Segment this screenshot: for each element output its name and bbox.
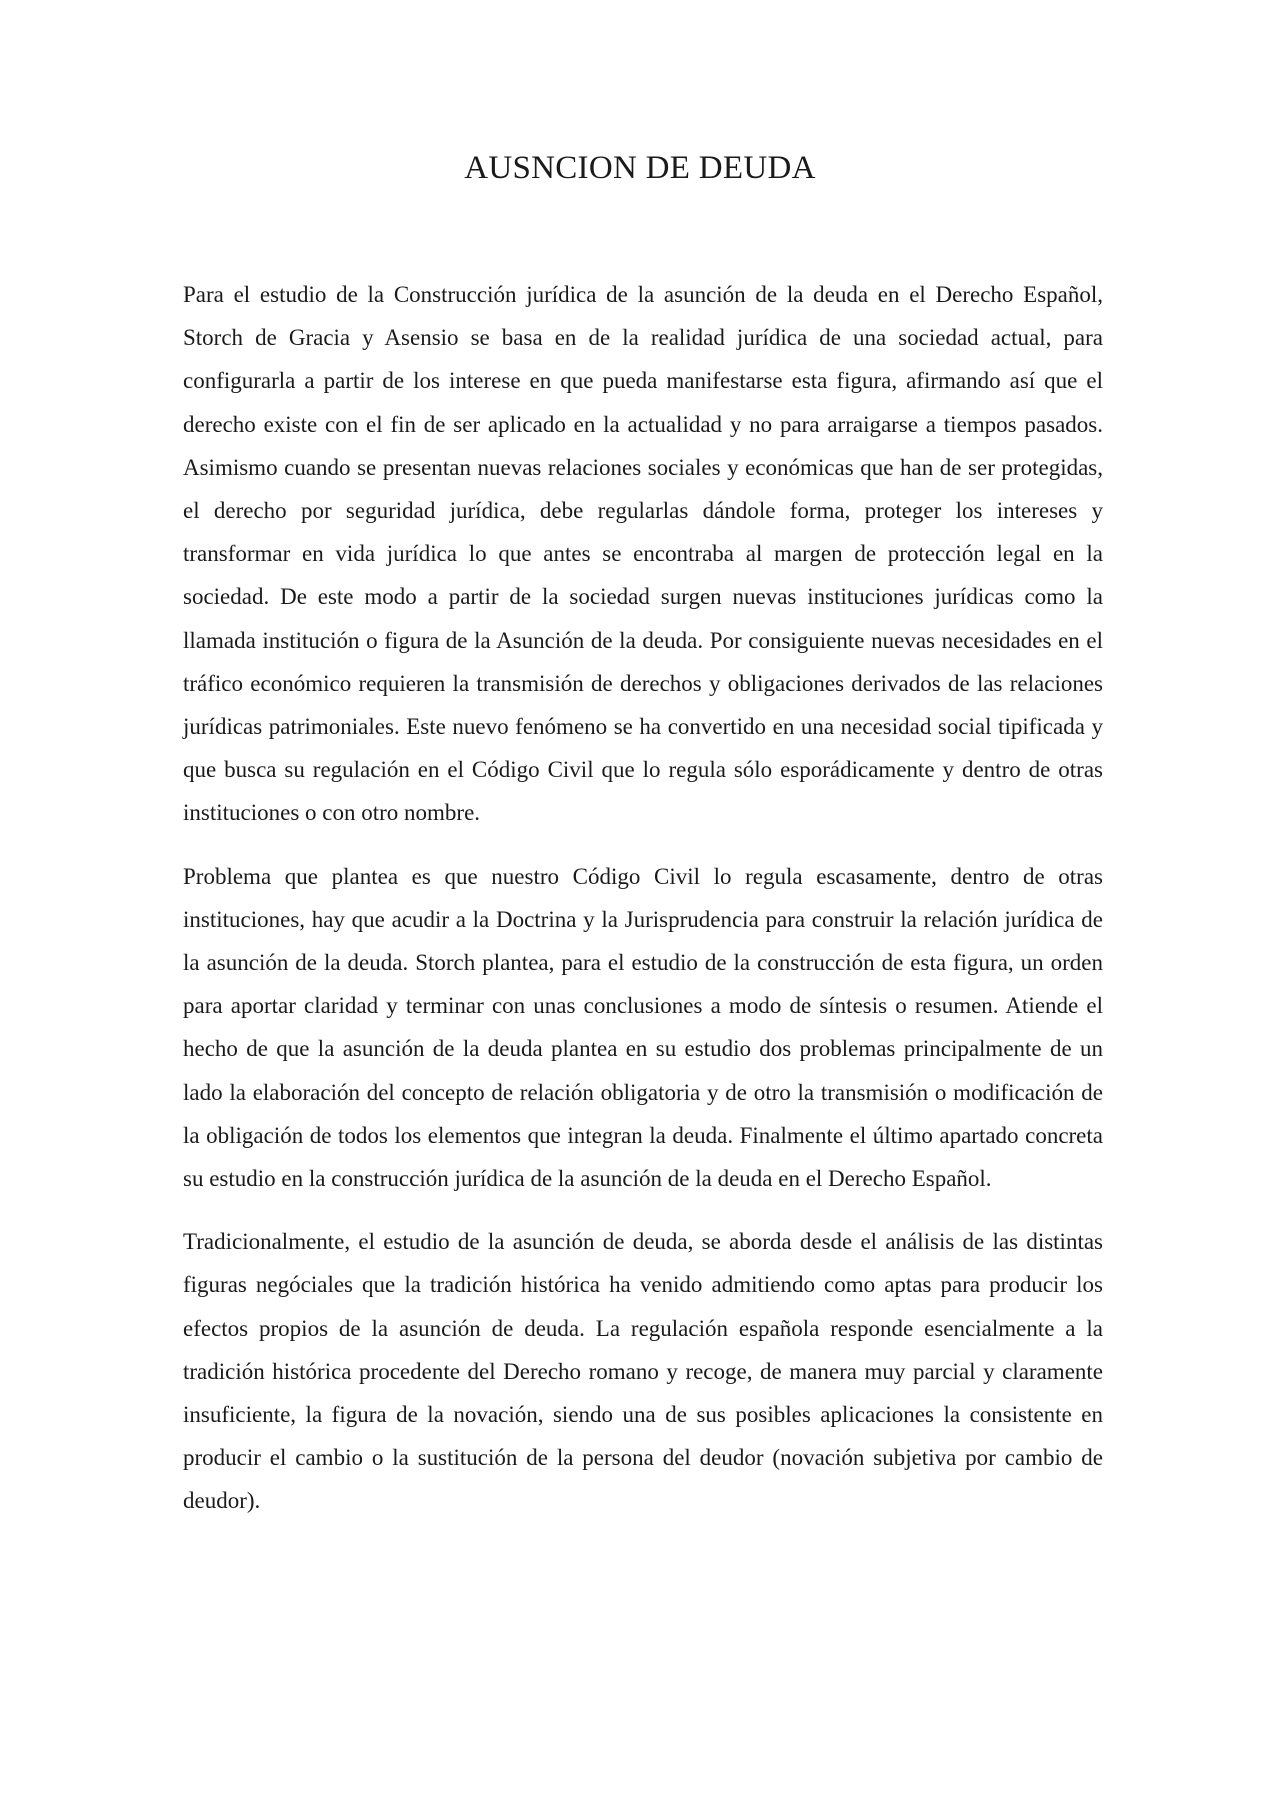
- paragraph-3: Tradicionalmente, el estudio de la asunción de deuda, se aborda desde el análisis de las distintas figuras negóciales que la tradición histórica ha venido admitiendo como aptas para producir los efectos propios de la asunción de deuda. La regulación española responde esencialmente a la tradición histórica procedente del Derecho romano y recoge, de manera muy parcial y claramente insuficiente, la figura de la novación, siendo una de sus posibles aplicaciones la consistente en producir el cambio o la sustitución de la persona del deudor (novación subjetiva por cambio de deudor).: [183, 1229, 1103, 1514]
- paragraph-2: Problema que plantea es que nuestro Código Civil lo regula escasamente, dentro de otras instituciones, hay que acudir a la Doctrina y la Jurisprudencia para construir la relación jurídica de la asunción de la deuda. Storch plantea, para el estudio de la construcción de esta figura, un orden para aportar claridad y terminar con unas conclusiones a modo de síntesis o resumen. Atiende el hecho de que la asunción de la deuda plantea en su estudio dos problemas principalmente de un lado la elaboración del concepto de relación obligatoria y de otro la transmisión o modificación de la obligación de todos los elementos que integran la deuda. Finalmente el último apartado concreta su estudio en la construcción jurídica de la asunción de la deuda en el Derecho Español.: [183, 863, 1103, 1192]
- paragraph-1: Para el estudio de la Construcción jurídica de la asunción de la deuda en el Derecho Español, Storch de Gracia y Asensio se basa en de la realidad jurídica de una sociedad actual, para configurarla a partir de los interese en que pueda manifestarse esta figura, afirmando así que el derecho existe con el fin de ser aplicado en la actualidad y no para arraigarse a tiempos pasados. Asimismo cuando se presentan nuevas relaciones sociales y económicas que han de ser protegidas, el derecho por seguridad jurídica, debe regularlas dándole forma, proteger los intereses y transformar en vida jurídica lo que antes se encontraba al margen de protección legal en la sociedad. De este modo a partir de la sociedad surgen nuevas instituciones jurídicas como la llamada institución o figura de la Asunción de la deuda. Por consiguiente nuevas necesidades en el tráfico económico requieren la transmisión de derechos y obligaciones derivados de las relaciones jurídicas patrimoniales. Este nuevo fenómeno se ha convertido en una necesidad social tipificada y que busca su regulación en el Código Civil que lo regula sólo esporádicamente y dentro de otras instituciones o con otro nombre.: [183, 282, 1103, 826]
- document-body: [183, 273, 1103, 1523]
- document-title: AUSNCION DE DEUDA: [464, 150, 816, 186]
